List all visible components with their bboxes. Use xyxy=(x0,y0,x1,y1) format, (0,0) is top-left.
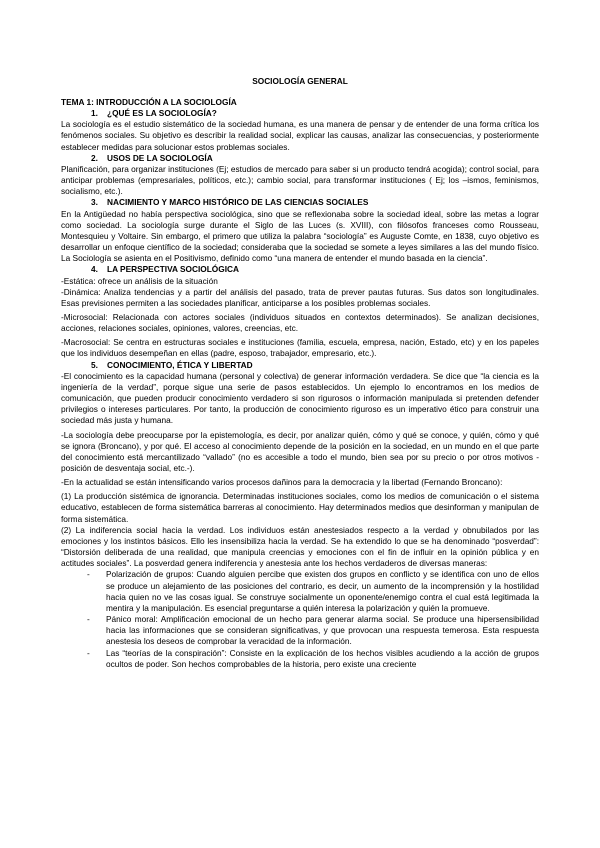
section-title: CONOCIMIENTO, ÉTICA Y LIBERTAD xyxy=(107,359,253,370)
paragraph: Planificación, para organizar instituciones (Ej; estudios de mercado para saber si un producto tendrá acogida); control social, para anticipar problemas (empresariales, políticos, etc.); cambio social, para transformar instituciones ( Ej; los –ismos, feminismos, socialismo, etc.). xyxy=(61,163,539,197)
section-title: LA PERSPECTIVA SOCIOLÓGICA xyxy=(107,264,239,275)
section-number: 4. xyxy=(91,264,98,275)
section-5-heading xyxy=(91,360,539,371)
paragraph: -Dinámica: Analiza tendencias y a partir del análisis del pasado, trata de prever pautas futuras. Sus datos son longitudinales. Esas previsiones permiten a las sociedades planificar, anticiparse a los posibles problemas sociales. xyxy=(61,286,539,308)
section-2-heading xyxy=(91,153,539,164)
section-number: 2. xyxy=(91,152,98,163)
paragraph: -En la actualidad se están intensificando varios procesos dañinos para la democracia y la libertad (Fernando Broncano): xyxy=(61,477,503,488)
paragraph: -La sociología debe preocuparse por la epistemología, es decir, por analizar quién, cómo y qué se conoce, y quién, cómo y qué se ignora (Broncano), y por qué. El acceso al conocimiento depende de la posición en la sociedad, en un mundo en el que parte del conocimiento está mercantilizado “vallado” (no es accesible a todo el mundo, bien sea por su precio o por otros motivos - posición de desventaja social, etc.-). xyxy=(61,429,539,473)
list-item: - Pánico moral: Amplificación emocional de un hecho para generar alarma social. Se produce una hipersensibilidad hacia las informaciones que se consideran significativas, y que provocan una respuesta temerosa. Esta respuesta anestesia los deseos de comprobar la veracidad de la información. xyxy=(106,614,539,647)
list-item: - Polarización de grupos: Cuando alguien percibe que existen dos grupos en conflicto y se identifica con uno de ellos se produce un alejamiento de las posiciones del contrario, es decir, un aumento de la incomprensión y la hostilidad hacia quien no ve las cosas igual. Se construye socialmente un oponente/enemigo contra el cual está legitimada la mentira y la manipulación. Es esencial preguntarse a quién interesa la polarización y quién la promueve. xyxy=(106,569,539,614)
section-number: 1. xyxy=(91,108,98,119)
document-body xyxy=(61,97,539,670)
paragraph: En la Antigüedad no había perspectiva sociológica, sino que se reflexionaba sobre la sociedad ideal, sobre las metas a lograr como sociedad. La sociología surge durante el Siglo de las Luces (s. XVIII), con filósofos franceses como Rousseau, Montesquieu y Voltaire. Sin embargo, el primero que utiliza la palabra “sociología” es Auguste Comte, en 1838, cuyo objetivo es desarrollar un enfoque científico de la sociedad; consideraba que la sociedad se somete a leyes similares a las del mundo físico. La Sociología se asienta en el Positivismo, definido como “una manera de entender el mundo basada en la ciencia”. xyxy=(61,208,539,264)
section-title: ¿QUÉ ES LA SOCIOLOGÍA? xyxy=(107,108,217,119)
section-title: NACIMIENTO Y MARCO HISTÓRICO DE LAS CIENCIAS SOCIALES xyxy=(107,197,369,208)
list-item: - Las “teorías de la conspiración”: Consiste en la explicación de los hechos visibles acudiendo a la acción de grupos ocultos de poder. Son hechos comprobables de la historia, pero existe una creciente xyxy=(106,648,539,670)
tema-heading: TEMA 1: INTRODUCCIÓN A LA SOCIOLOGÍA xyxy=(61,97,237,107)
document-title: SOCIOLOGÍA GENERAL xyxy=(252,76,348,86)
section-3-heading xyxy=(91,197,539,208)
section-number: 3. xyxy=(91,197,98,208)
section-title: USOS DE LA SOCIOLOGÍA xyxy=(107,152,213,163)
section-1-heading xyxy=(91,108,539,119)
paragraph: La sociología es el estudio sistemático de la sociedad humana, es una manera de pensar y de entender de una forma crítica los fenómenos sociales. Su objetivo es describir la realidad social, explicar las causas, analizar las consecuencias, y posteriormente establecer medidas para solucionar estos problemas sociales. xyxy=(61,119,539,152)
paragraph: -Macrosocial: Se centra en estructuras sociales e instituciones (familia, escuela, empresa, nación, Estado, etc) y en los papeles que los individuos desempeñan en ellas (padre, esposo, trabajador, empresario, etc.). xyxy=(61,337,539,359)
paragraph: -Microsocial: Relacionada con actores sociales (individuos situados en contextos determinados). Se analizan decisiones, acciones, relaciones sociales, opiniones, valores, creencias, etc. xyxy=(61,311,539,334)
section-number: 5. xyxy=(91,359,98,370)
paragraph: -El conocimiento es la capacidad humana (personal y colectiva) de generar información verdadera. Se dice que “la ciencia es la ingeniería de la verdad”, porque sigue una serie de pasos establecidos. Un ejemplo lo encontramos en los medios de comunicación, que pueden producir conocimiento verdadero si son rigurosos o información manipulada si pretenden defender privilegios o intereses particulares. Por tanto, la producción de conocimiento riguroso es un imperativo ético para construir una sociedad más justa y humana. xyxy=(61,370,539,426)
paragraph: (1) La producción sistémica de ignorancia. Determinadas instituciones sociales, como los medios de comunicación o el sistema educativo, establecen de forma sistemática barreras al conocimiento. Hay determinados medios que desinforman y manipulan de forma sistemática. xyxy=(61,491,539,524)
section-4-heading xyxy=(91,264,539,275)
bullet-list xyxy=(61,569,539,669)
paragraph: (2) La indiferencia social hacia la verdad. Los individuos están anestesiados respecto a la verdad y obnubilados por las emociones y los instintos básicos. Ello les insensibiliza hacia la verdad. Se ha extendido lo que se ha denominado “posverdad”: “Distorsión deliberada de una realidad, que manipula creencias y emociones con el fin de influir en la opinión pública y en actitudes sociales”. La posverdad genera indiferencia y anestesia ante los hechos verdaderos de diversas maneras: xyxy=(61,524,539,569)
paragraph: -Estática: ofrece un análisis de la situación xyxy=(61,275,218,286)
